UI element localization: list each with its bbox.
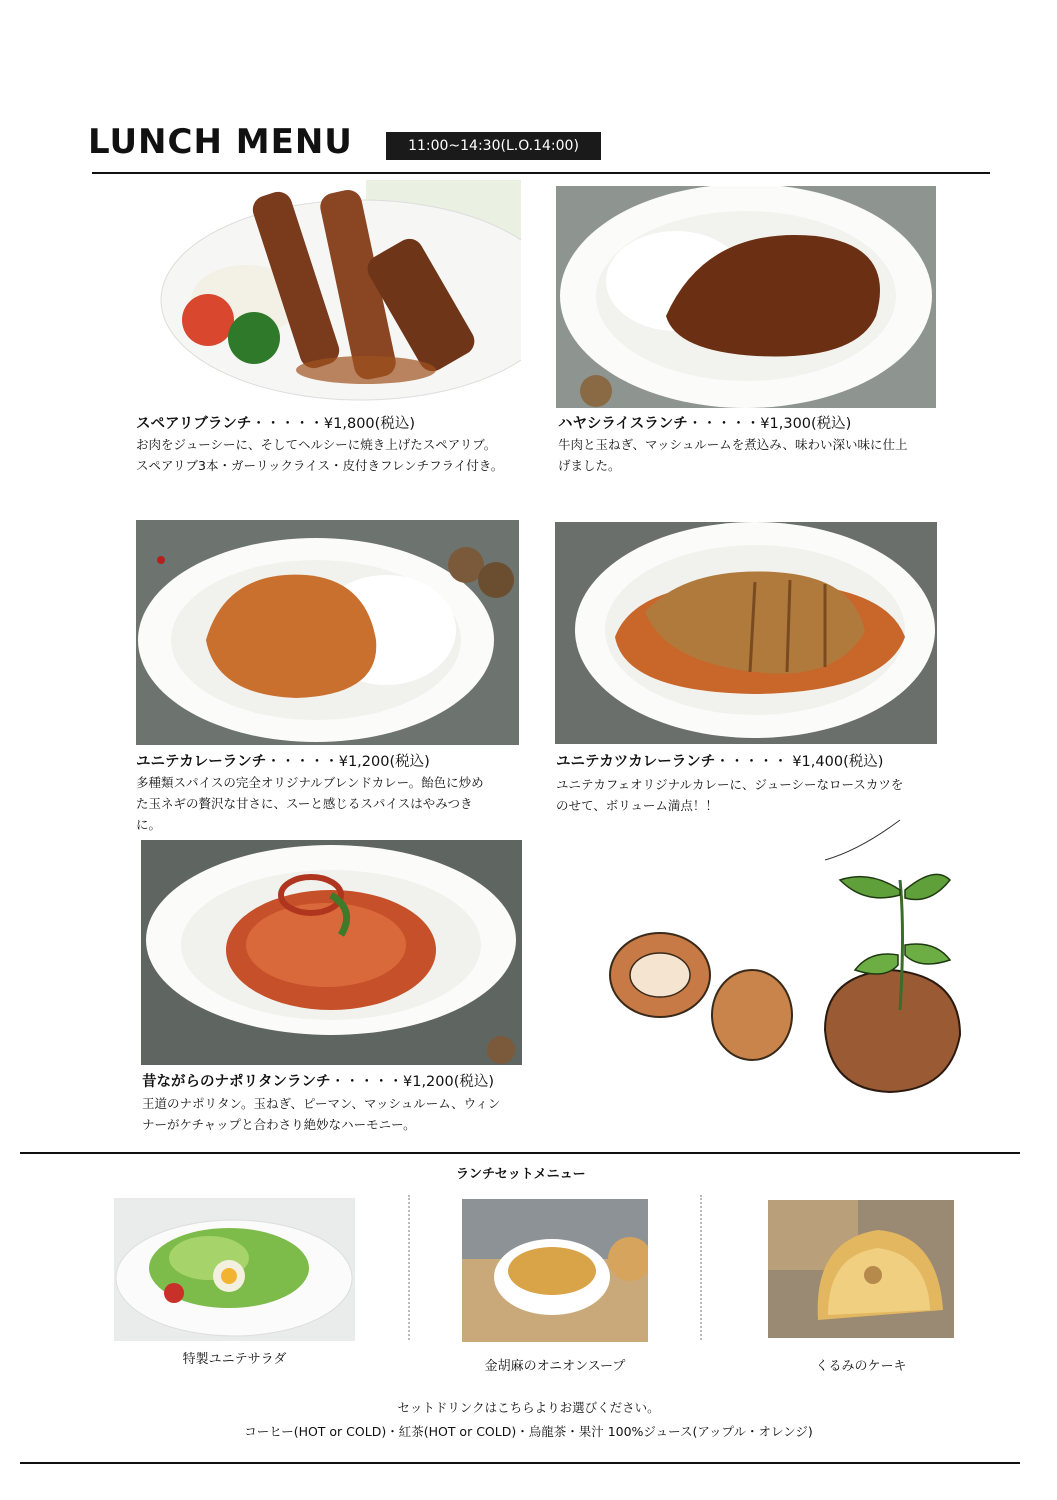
business-hours-badge: 11:00~14:30(L.O.14:00) — [386, 132, 601, 160]
set-item-caption: くるみのケーキ — [815, 1359, 907, 1374]
menu-item-price: ・・・・・¥1,200(税込) — [330, 1074, 495, 1090]
menu-item-price: ・・・・・ ¥1,400(税込) — [715, 754, 884, 770]
menu-item-name: ハヤシライスランチ・・・・・¥1,300(税込) — [558, 416, 852, 432]
onion-soup-photo — [462, 1199, 648, 1342]
page-title: LUNCH MENU — [88, 122, 353, 162]
spareribs-photo — [136, 180, 521, 405]
dotted-separator — [700, 1195, 702, 1340]
menu-item-price: ・・・・・¥1,800(税込) — [251, 416, 415, 432]
drink-list: コーヒー(HOT or COLD)・紅茶(HOT or COLD)・烏龍茶・果汁 100%ジュース(アップル・オレンジ) — [244, 1424, 813, 1439]
menu-item-name: 昔ながらのナポリタンランチ・・・・・¥1,200(税込) — [142, 1074, 495, 1090]
set-menu-heading: ランチセットメニュー — [456, 1167, 586, 1182]
drink-note: セットドリンクはこちらよりお選びください。 — [397, 1400, 660, 1415]
menu-item-price: ・・・・・¥1,300(税込) — [687, 416, 852, 432]
set-item-caption: 特製ユニテサラダ — [182, 1352, 287, 1367]
hayashi-rice-photo — [556, 186, 936, 408]
section-divider — [20, 1152, 1020, 1154]
menu-item-description: 牛肉と玉ねぎ、マッシュルームを煮込み、味わい深い味に仕上 げました。 — [558, 437, 908, 473]
menu-item-description: 多種類スパイスの完全オリジナルブレンドカレー。飴色に炒め た玉ネギの贅沢な甘さに、スーと感じるスパイスはやみつき に。 — [136, 775, 484, 832]
salad-photo — [114, 1198, 355, 1341]
menu-item-description: 王道のナポリタン。玉ねぎ、ピーマン、マッシュルーム、ウィン ナーがケチャップと合わさり絶妙なハーモニー。 — [142, 1096, 501, 1132]
set-item-caption: 金胡麻のオニオンスープ — [484, 1359, 626, 1374]
napolitan-photo — [141, 840, 522, 1065]
dotted-separator — [408, 1195, 410, 1340]
menu-item-name: ユニテカツカレーランチ・・・・・ ¥1,400(税込) — [556, 754, 884, 770]
menu-item-price: ・・・・・¥1,200(税込) — [266, 754, 430, 770]
header-rule — [92, 172, 990, 174]
footer-rule — [20, 1462, 1020, 1464]
katsu-curry-photo — [555, 522, 937, 744]
walnut-sprout-illustration — [600, 780, 1000, 1110]
menu-item-description: ユニテカフェオリジナルカレーに、ジューシーなロースカツを のせて、ボリューム満点！！ — [556, 777, 904, 813]
menu-item-name: スペアリブランチ・・・・・¥1,800(税込) — [136, 416, 415, 432]
curry-photo — [136, 520, 519, 745]
menu-item-description: お肉をジューシーに、そしてヘルシーに焼き上げたスペアリブ。 スペアリブ3本・ガーリックライス・皮付きフレンチフライ付き。 — [136, 437, 504, 473]
walnut-cake-photo — [768, 1200, 954, 1338]
menu-item-name: ユニテカレーランチ・・・・・¥1,200(税込) — [136, 754, 430, 770]
